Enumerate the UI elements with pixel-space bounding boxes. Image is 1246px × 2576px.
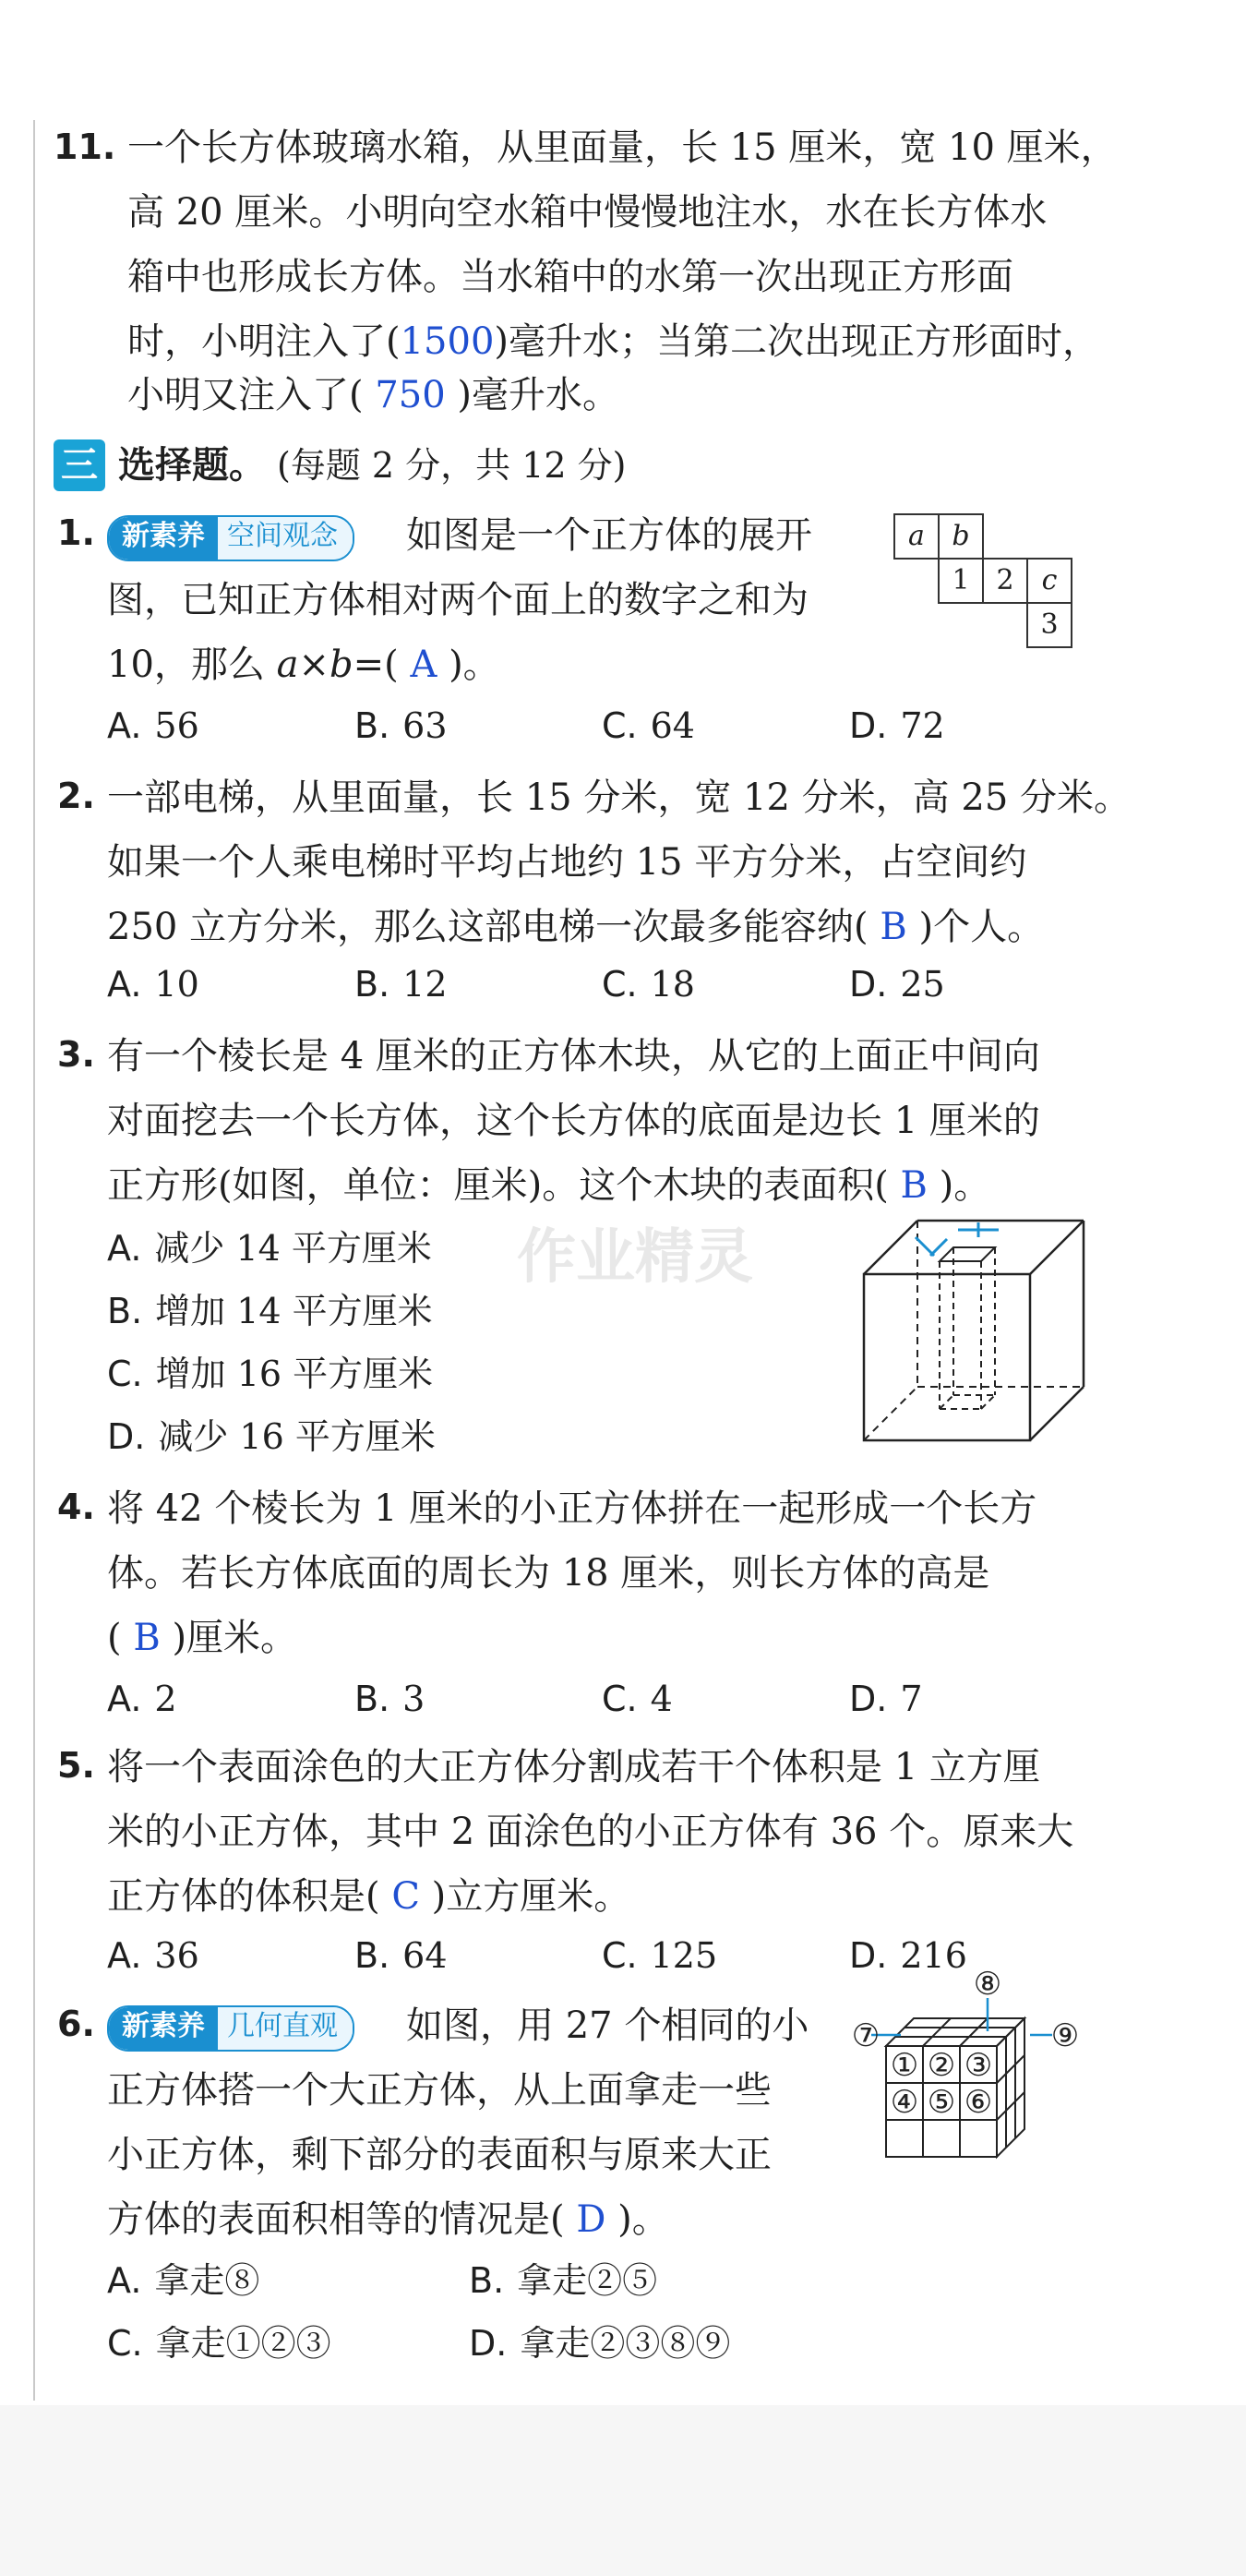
answer: 750	[375, 374, 446, 416]
question-text: 小明又注入了( 750 )毫升水。	[127, 374, 620, 416]
question-number: 3.	[57, 1034, 95, 1075]
answer: D	[576, 2198, 606, 2241]
question-text: 米的小正方体，其中 2 面涂色的小正方体有 36 个。原来大	[107, 1811, 1074, 1853]
net-cell: b	[938, 513, 984, 560]
option-b[interactable]: B. 拿走②⑤	[469, 2260, 658, 2301]
cube-label-5: ⑤	[927, 2084, 956, 2121]
section-subtitle: (每题 2 分，共 12 分)	[277, 445, 627, 486]
option-c[interactable]: C. 拿走①②③	[107, 2323, 331, 2364]
option-b[interactable]: B. 12	[354, 964, 448, 1005]
question-text: 一部电梯，从里面量，长 15 分米，宽 12 分米，高 25 分米。	[107, 776, 1131, 819]
option-d[interactable]: D. 72	[849, 705, 945, 746]
question-text: 有一个棱长是 4 厘米的正方体木块，从它的上面正中间向	[107, 1035, 1040, 1077]
answer: B	[900, 1164, 928, 1207]
question-text: 如果一个人乘电梯时平均占地约 15 平方分米，占空间约	[107, 841, 1027, 884]
cube-label-6: ⑥	[964, 2084, 993, 2121]
question-text: 正方体的体积是( C )立方厘米。	[107, 1875, 631, 1918]
option-a[interactable]: A. 10	[107, 964, 199, 1005]
question-number: 1.	[57, 512, 95, 553]
tag-label: 新素养	[109, 2007, 218, 2050]
option-d[interactable]: D. 7	[849, 1679, 923, 1719]
cube-label-7: ⑦	[851, 2017, 881, 2054]
option-c[interactable]: C. 125	[602, 1935, 718, 1976]
question-text: 如图，用 27 个相同的小	[406, 2004, 809, 2047]
option-b[interactable]: B. 63	[354, 705, 448, 746]
question-text: 将一个表面涂色的大正方体分割成若干个体积是 1 立方厘	[107, 1746, 1040, 1788]
question-text: 时，小明注入了(1500)毫升水；当第二次出现正方形面时，	[127, 320, 1100, 363]
question-text: 方体的表面积相等的情况是( D )。	[107, 2198, 669, 2241]
cube-label-1: ①	[890, 2047, 919, 2084]
watermark-logo: 作业精灵	[517, 1223, 753, 1292]
question-text: 图，已知正方体相对两个面上的数字之和为	[107, 579, 809, 621]
option-c[interactable]: C. 18	[602, 964, 695, 1005]
question-text: 正方形(如图，单位：厘米)。这个木块的表面积( B )。	[107, 1164, 991, 1207]
option-d[interactable]: D. 25	[849, 964, 945, 1005]
question-text: 如图是一个正方体的展开	[406, 514, 812, 557]
option-a[interactable]: A. 减少 14 平方厘米	[107, 1228, 432, 1269]
option-a[interactable]: A. 36	[107, 1935, 199, 1976]
question-number: 2.	[57, 776, 95, 816]
option-c[interactable]: C. 4	[602, 1679, 673, 1719]
answer: B	[880, 906, 907, 948]
question-text: 将 42 个棱长为 1 厘米的小正方体拼在一起形成一个长方	[107, 1487, 1037, 1530]
option-b[interactable]: B. 增加 14 平方厘米	[107, 1291, 433, 1331]
question-text: ( B )厘米。	[107, 1617, 298, 1659]
question-text: 箱中也形成长方体。当水箱中的水第一次出现正方形面	[127, 256, 1013, 298]
cube-label-9: ⑨	[1050, 2017, 1080, 2054]
margin-line	[33, 120, 35, 2401]
tag-label: 新素养	[109, 517, 218, 560]
literacy-tag	[107, 515, 354, 561]
question-number: 4.	[57, 1487, 95, 1527]
cube-label-4: ④	[890, 2084, 919, 2121]
hollowed-cube-figure	[858, 1210, 1089, 1450]
tag-topic: 几何直观	[218, 2007, 353, 2050]
question-text: 体。若长方体底面的周长为 18 厘米，则长方体的高是	[107, 1552, 990, 1595]
question-text: 对面挖去一个长方体，这个长方体的底面是边长 1 厘米的	[107, 1100, 1040, 1142]
cube-label-3: ③	[964, 2047, 993, 2084]
cube-label-2: ②	[927, 2047, 956, 2084]
option-d[interactable]: D. 216	[849, 1935, 967, 1976]
net-cell: c	[1026, 558, 1072, 604]
question-text: 正方体搭一个大正方体，从上面拿走一些	[107, 2069, 772, 2112]
answer: A	[410, 644, 437, 686]
option-a[interactable]: A. 2	[107, 1679, 177, 1719]
net-cell: 1	[938, 558, 984, 604]
stacked-cube-figure	[849, 1957, 1089, 2170]
question-number: 6.	[57, 2004, 95, 2044]
answer: C	[391, 1875, 420, 1918]
question-text: 250 立方分米，那么这部电梯一次最多能容纳( B )个人。	[107, 906, 1045, 948]
option-b[interactable]: B. 64	[354, 1935, 448, 1976]
option-c[interactable]: C. 64	[602, 705, 695, 746]
question-number: 11.	[54, 126, 116, 167]
option-a[interactable]: A. 56	[107, 705, 199, 746]
net-cell: 3	[1026, 602, 1072, 648]
section-title: 选择题。	[118, 444, 266, 487]
net-cell: 2	[982, 558, 1028, 604]
question-text: 高 20 厘米。小明向空水箱中慢慢地注水，水在长方体水	[127, 191, 1048, 234]
option-c[interactable]: C. 增加 16 平方厘米	[107, 1354, 434, 1394]
question-text: 一个长方体玻璃水箱，从里面量，长 15 厘米，宽 10 厘米，	[127, 126, 1118, 169]
option-a[interactable]: A. 拿走⑧	[107, 2260, 260, 2301]
literacy-tag	[107, 2005, 354, 2052]
option-b[interactable]: B. 3	[354, 1679, 425, 1719]
page-bottom-shade	[0, 2405, 1246, 2576]
net-cell: a	[893, 513, 940, 560]
question-number: 5.	[57, 1745, 95, 1786]
option-d[interactable]: D. 减少 16 平方厘米	[107, 1416, 436, 1457]
answer: 1500	[400, 320, 495, 363]
section-badge: 三	[54, 439, 105, 491]
question-text: 小正方体，剩下部分的表面积与原来大正	[107, 2134, 772, 2176]
answer: B	[133, 1617, 161, 1659]
cube-label-8: ⑧	[973, 1966, 1002, 2003]
option-d[interactable]: D. 拿走②③⑧⑨	[469, 2323, 731, 2364]
question-text: 10，那么 a×b=( A )。	[107, 644, 500, 686]
tag-topic: 空间观念	[218, 517, 353, 560]
